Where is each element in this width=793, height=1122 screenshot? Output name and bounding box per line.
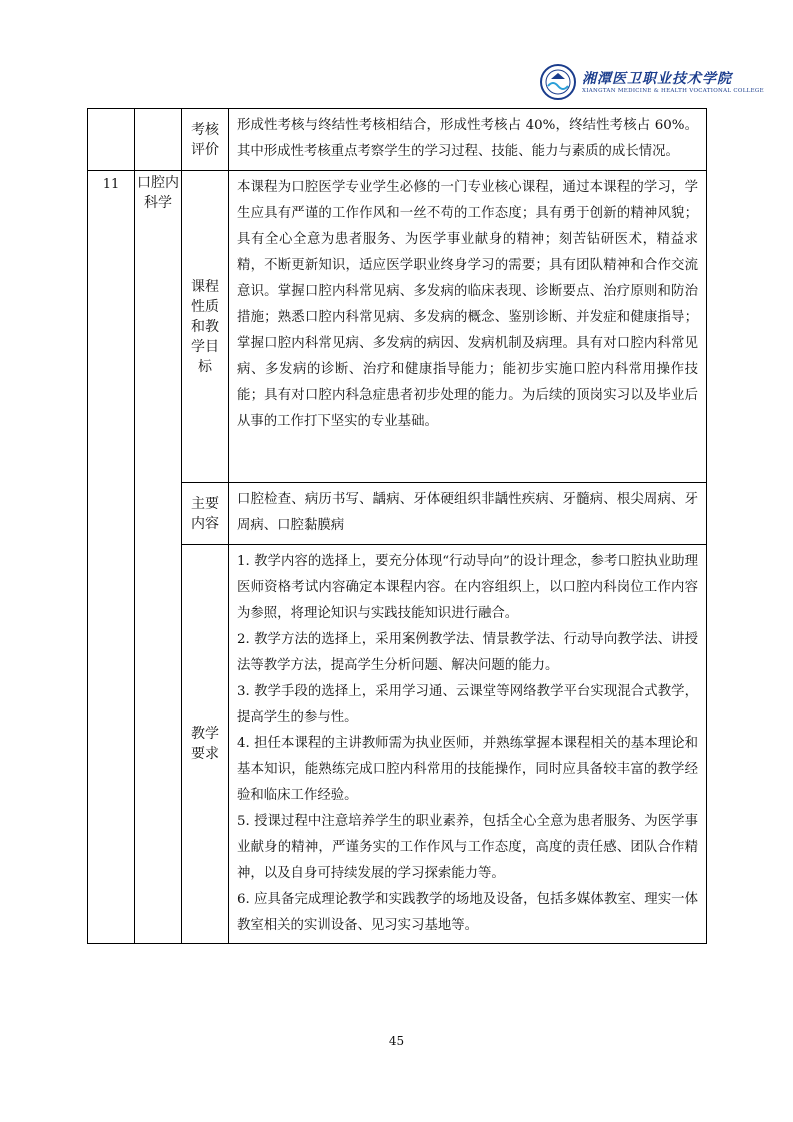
requirements-list [229,545,707,944]
empty-cell [135,109,182,171]
requirement-item: 5. 授课过程中注意培养学生的职业素养，包括全心全意为患者服务、为医学事业献身的精神，严谨务实的工作作风与工作态度，高度的责任感、团队合作精神，以及自身可持续发展的学习探索能力等。 [237,814,698,881]
requirement-item: 2. 教学方法的选择上，采用案例教学法、情景教学法、行动导向教学法、讲授法等教学方法，提高学生分析问题、解决问题的能力。 [237,632,698,673]
page-header [540,62,764,106]
table-row [88,109,707,171]
assessment-text: 形成性考核与终结性考核相结合，形成性考核占 40%，终结性考核占 60%。其中形成性考核重点考察学生的学习过程、技能、能力与素质的成长情况。 [229,109,707,171]
course-number: 11 [88,171,135,944]
content-label: 主要内容 [182,483,229,545]
requirement-item: 1. 教学内容的选择上，要充分体现“行动导向”的设计理念，参考口腔执业助理医师资格考试内容确定本课程内容。在内容组织上，以口腔内科岗位工作内容为参照，将理论知识与实践技能知识进行融合。 [237,554,698,621]
table-row [88,171,707,483]
school-name: 湘潭医卫职业技术学院 [582,71,732,87]
course-name: 口腔内科学 [135,171,182,944]
content-text: 口腔检查、病历书写、龋病、牙体硬组织非龋性疾病、牙髓病、根尖周病、牙周病、口腔黏膜病 [229,483,707,545]
requirement-item: 3. 教学手段的选择上，采用学习通、云课堂等网络教学平台实现混合式教学，提高学生的参与性。 [237,684,698,725]
requirement-item: 6. 应具备完成理论教学和实践教学的场地及设备，包括多媒体教室、理实一体教室相关的实训设备、见习实习基地等。 [237,892,698,933]
requirements-label: 教学要求 [182,545,229,944]
assessment-label: 考核评价 [182,109,229,171]
goal-text: 本课程为口腔医学专业学生必修的一门专业核心课程，通过本课程的学习，学生应具有严谨的工作作风和一丝不苟的工作态度；具有勇于创新的精神风貌；具有全心全意为患者服务、为医学事业献身的精神；刻苦钻研医术，精益求精，不断更新知识，适应医学职业终身学习的需要；具有团队精神和合作交流意识。掌握口腔内科常见病、多发病的临床表现、诊断要点、治疗原则和防治措施；熟悉口腔内科常见病、多发病的概念、鉴别诊断、并发症和健康指导；掌握口腔内科常见病、多发病的病因、发病机制及病理。具有对口腔内科常见病、多发病的诊断、治疗和健康指导能力；能初步实施口腔内科常用操作技能；具有对口腔内科急症患者初步处理的能力。为后续的顶岗实习以及毕业后从事的工作打下坚实的专业基础。 [229,171,707,483]
goal-label: 课程性质和教学目标 [182,171,229,483]
empty-cell [88,109,135,171]
course-table [87,108,707,944]
page-number: 45 [388,1034,405,1048]
requirement-item: 4. 担任本课程的主讲教师需为执业医师，并熟练掌握本课程相关的基本理论和基本知识，能熟练完成口腔内科常用的技能操作，同时应具备较丰富的教学经验和临床工作经验。 [237,736,698,803]
school-name-en: XIANGTAN MEDICINE & HEALTH VOCATIONAL COLLEGE [582,88,764,94]
college-logo-icon [540,64,576,100]
